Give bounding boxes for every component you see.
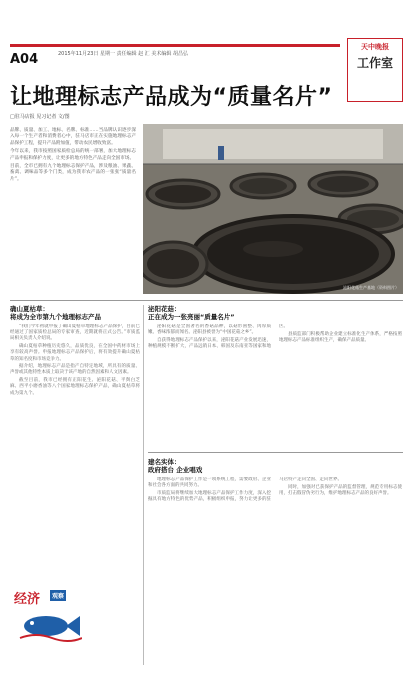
fish-icon (16, 608, 82, 644)
body-paragraph: 自获得地理标志产品保护以来，泌阳花菇产业发展迅速，种植规模不断扩大，产品远销日本、韩国及东南亚等国家和地区。 (148, 324, 288, 350)
dateline: 2015年11月23日 星期一 责任编辑 赵 汇 美术编辑 胡昌弘 (58, 51, 188, 57)
byline: □驻马店报 见习记者 文/图 (10, 114, 70, 120)
column-brand: 天中晚报 (361, 42, 389, 51)
logo-text: 经济 (14, 592, 41, 607)
section-title-3: 建名实体： 政府搭台 企业唱戏 (148, 458, 203, 474)
section-body-3 (148, 477, 402, 667)
page-number: A04 (10, 52, 39, 67)
section-title-2: 泌阳花菇： 正在成为一张亮丽“质量名片” (148, 305, 235, 321)
body-paragraph: “我们今年初就申报了确山夏枯草地理标志产品保护，目前已经通过了国家质检总局的专家审查，近期就将正式公告。”市质监局相关负责人介绍说。 (10, 324, 140, 342)
body-paragraph: 泌阳花菇是全国著名的香菇品种，以菇形圆整、肉厚质嫩、香味浓郁而闻名。泌阳县被誉为“中国花菇之乡”。 (148, 324, 271, 336)
photo-caption: 泌阳花菇生产基地（资料图片） (343, 285, 399, 290)
section-body-2 (148, 324, 402, 444)
photo-illustration (143, 124, 403, 294)
headline: 让地理标志产品成为“质量名片” (10, 85, 333, 110)
column-badge (347, 38, 403, 102)
column-logo (14, 588, 84, 648)
body-paragraph: 同时，加强对已获保护产品的监督管理，规范专用标志使用，打击假冒伪劣行为，维护地理标志产品的良好声誉。 (279, 484, 402, 496)
header-rule (10, 44, 340, 47)
body-paragraph: 据介绍，地理标志产品是指产自特定地域，所具有的质量、声誉或其他特性本质上取决于该产地的自然因素和人文因素。 (10, 364, 140, 376)
article-photo (143, 124, 403, 294)
section-divider (148, 452, 403, 453)
logo-badge: 观察 (50, 590, 66, 601)
lead-paragraph: 目前，全市已拥有九个地理标志保护产品，涉及粮油、果蔬、畜禽、调味品等多个门类，成为我市农产品的一张张“质量名片”。 (10, 164, 136, 182)
column-name: 工作室 (356, 56, 393, 70)
section-divider (10, 300, 403, 301)
body-paragraph: 确山夏枯草种植历史悠久，品质优良，在全国中药材市场上享有较高声誉。申报地理标志产品保护后，将有效提升确山夏枯草的知名度和市场竞争力。 (10, 344, 140, 362)
section-body-1 (10, 324, 140, 586)
body-paragraph: 市质监局将继续加大地理标志产品保护工作力度，深入挖掘具有地方特色的优势产品，积极组织申报，努力让更多的驻马店特产走向全国、走向世界。 (148, 477, 342, 503)
section-title-1: 确山夏枯草： 将成为全市第九个地理标志产品 (10, 305, 101, 321)
body-paragraph: 地理标志产品保护工作是一项系统工程，需要政府、企业和社会各方面的共同努力。 (148, 477, 271, 489)
lead-text (10, 128, 136, 185)
body-paragraph: 截至目前，我市已经拥有正阳花生、泌阳花菇、平舆白芝麻、西平小磨香油等八个国家地理标志保护产品，确山夏枯草将成为第九个。 (10, 378, 140, 396)
lead-paragraph: 今年以来，我市按照国家质检总局的统一部署，加大地理标志产品申报和保护力度，让更多的地方特色产品走向全国市场。 (10, 149, 136, 161)
lead-paragraph: 品牌、质量、加工、地标、名牌、标准……当品牌认识逐步深入每一个生产者和消费者心中，驻马店市正在实施地理标志产品保护工程，提升产品附加值，带动农民增收致富。 (10, 128, 136, 146)
column-divider (143, 305, 144, 665)
body-paragraph: 县质监部门积极帮助企业建立标准化生产体系，严格按照地理标志产品标准组织生产，确保产品质量。 (279, 331, 402, 343)
